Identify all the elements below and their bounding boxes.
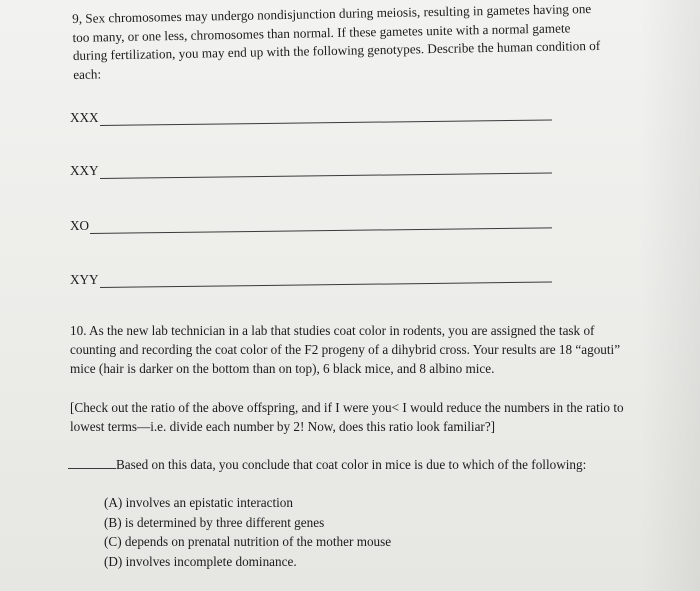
genotype-label: XXX [70,110,99,125]
genotype-row-xyy [70,272,552,288]
answer-line [99,109,552,126]
answer-options [104,493,391,571]
answer-line [99,162,552,179]
question-9-text: 9, Sex chromosomes may undergo nondisjunction during meiosis, resulting in gametes having one too many, or one less, chromosomes than normal. If these gametes unite with a normal gamete during fertilization, you may end up with the following genotypes. Describe the human condition of each: [72,1,601,82]
question-10-prompt-text: Based on this data, you conclude that coat color in mice is due to which of the following: [116,457,587,472]
genotype-row-xxx [70,110,552,126]
option-d: (D) involves incomplete dominance. [104,553,297,569]
question-10-prompt [68,455,588,474]
answer-blank [68,456,116,469]
question-10-text: 10. As the new lab technician in a lab that studies coat color in rodents, you are assigned the task of counting and recording the coat color of the F2 progeny of a dihybrid cross. Your results are 18 “agouti” mice (hair is darker on the bottom than on top), 6 black mice, and 8 albino mice. [70,323,621,376]
genotype-label: XXY [70,163,99,178]
question-10-hint: [Check out the ratio of the above offspring, and if I were you< I would reduce the numbers in the ratio to lowest terms—i.e. divide each number by 2! Now, does this ratio look familiar?] [70,400,624,434]
genotype-row-xo [70,218,552,234]
genotype-row-xxy [70,163,552,179]
answer-line [99,271,552,288]
option-b: (B) is determined by three different genes [104,514,325,530]
answer-line [90,217,552,234]
option-c: (C) depends on prenatal nutrition of the mother mouse [104,534,392,549]
genotype-label: XO [70,218,90,233]
option-a: (A) involves an epistatic interaction [104,495,293,510]
page-shadow [640,0,700,591]
genotype-label: XYY [70,272,99,287]
